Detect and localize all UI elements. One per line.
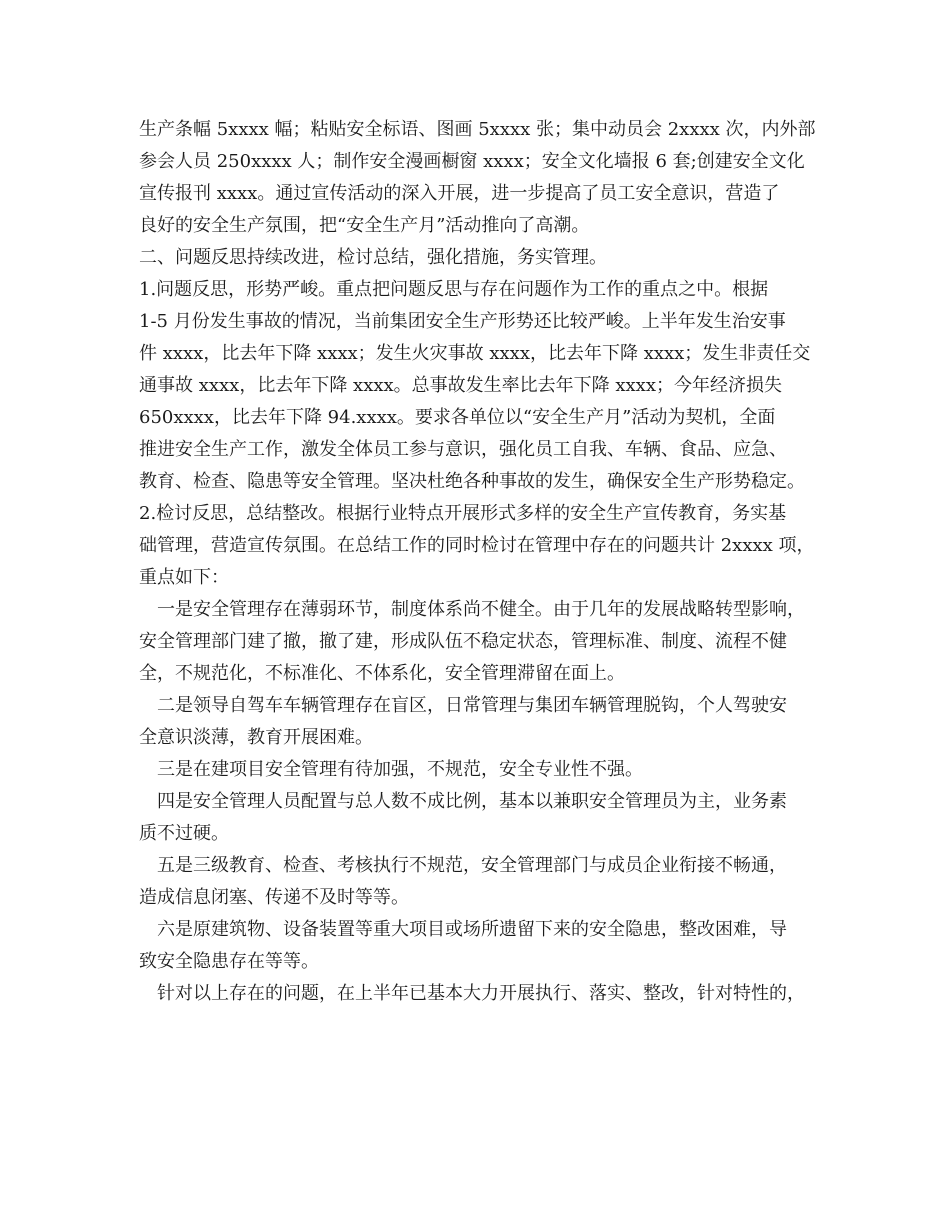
text-line: 四是安全管理人员配置与总人数不成比例，基本以兼职安全管理员为主，业务素 xyxy=(157,791,787,812)
text-line: 一是安全管理存在薄弱环节，制度体系尚不健全。由于几年的发展战略转型影响， xyxy=(157,599,805,620)
text-line: 致安全隐患存在等等。 xyxy=(139,951,319,972)
text-line: 1.问题反思，形势严峻。重点把问题反思与存在问题作为工作的重点之中。根据 xyxy=(139,279,769,300)
text-line: 良好的安全生产氛围，把“安全生产月”活动推向了高潮。 xyxy=(139,215,590,236)
text-line: 针对以上存在的问题，在上半年已基本大力开展执行、落实、整改，针对特性的， xyxy=(157,983,805,1004)
text-line: 参会人员 250xxxx 人；制作安全漫画橱窗 xxxx；安全文化墙报 6 套;创建安全文化 xyxy=(139,151,805,172)
text-line: 六是原建筑物、设备装置等重大项目或场所遗留下来的安全隐患，整改困难，导 xyxy=(157,919,787,940)
text-line: 造成信息闭塞、传递不及时等等。 xyxy=(139,887,409,908)
text-line: 全意识淡薄，教育开展困难。 xyxy=(139,727,373,748)
text-line: 安全管理部门建了撤，撤了建，形成队伍不稳定状态，管理标准、制度、流程不健 xyxy=(139,631,787,652)
text-line: 650xxxx，比去年下降 94.xxxx。要求各单位以“安全生产月”活动为契机，全面 xyxy=(139,407,776,428)
text-line: 五是三级教育、检查、考核执行不规范，安全管理部门与成员企业衔接不畅通， xyxy=(157,855,787,876)
document-body xyxy=(139,114,829,1010)
section-heading: 二、问题反思持续改进，检讨总结，强化措施，务实管理。 xyxy=(139,247,607,268)
text-line: 2.检讨反思，总结整改。根据行业特点开展形式多样的安全生产宣传教育，务实基 xyxy=(139,503,787,524)
text-line: 础管理，营造宣传氛围。在总结工作的同时检讨在管理中存在的问题共计 2xxxx 项， xyxy=(139,535,815,556)
text-line: 宣传报刊 xxxx。通过宣传活动的深入开展，进一步提高了员工安全意识，营造了 xyxy=(139,183,780,204)
text-line: 1-5 月份发生事故的情况，当前集团安全生产形势还比较严峻。上半年发生治安事 xyxy=(139,311,786,332)
text-line: 教育、检查、隐患等安全管理。坚决杜绝各种事故的发生，确保安全生产形势稳定。 xyxy=(139,471,805,492)
text-line: 全，不规范化，不标准化、不体系化，安全管理滞留在面上。 xyxy=(139,663,625,684)
text-line: 通事故 xxxx，比去年下降 xxxx。总事故发生率比去年下降 xxxx；今年经济损失 xyxy=(139,375,782,396)
text-line: 推进安全生产工作，激发全体员工参与意识，强化员工自我、车辆、食品、应急、 xyxy=(139,439,787,460)
text-line: 二是领导自驾车车辆管理存在盲区，日常管理与集团车辆管理脱钩，个人驾驶安 xyxy=(157,695,787,716)
text-line: 重点如下： xyxy=(139,567,229,588)
text-line: 生产条幅 5xxxx 幅；粘贴安全标语、图画 5xxxx 张；集中动员会 2xxxx 次，内外部 xyxy=(139,119,816,140)
text-line: 三是在建项目安全管理有待加强，不规范，安全专业性不强。 xyxy=(157,759,643,780)
text-line: 件 xxxx，比去年下降 xxxx；发生火灾事故 xxxx，比去年下降 xxxx；发生非责任交 xyxy=(139,343,811,364)
text-line: 质不过硬。 xyxy=(139,823,229,844)
